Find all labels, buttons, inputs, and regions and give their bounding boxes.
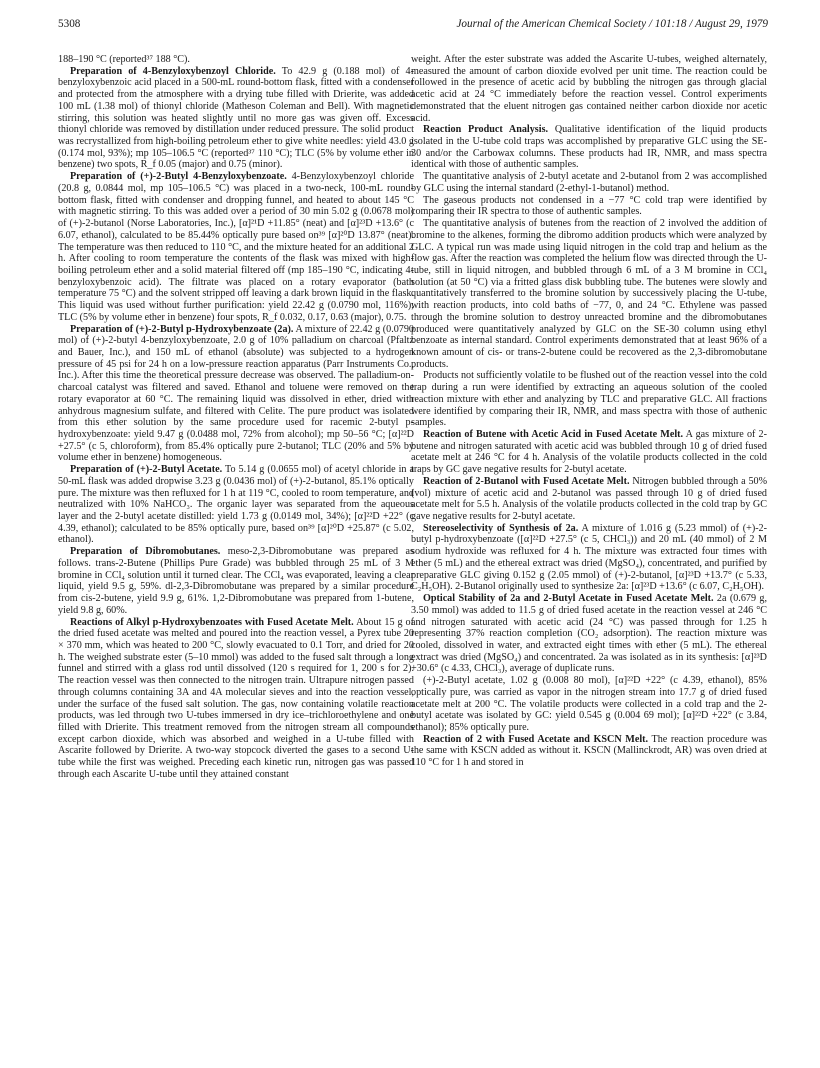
paragraph-text: The reaction procedure was the same with KSCN added as without it. KSCN (Mallinckrodt, AR) was oven dried at 110 °C for 1 h and stored in bbox=[411, 733, 767, 769]
section-heading: Reaction of 2-Butanol with Fused Acetate Melt. bbox=[423, 475, 630, 487]
paragraph-text: The quantitative analysis of 2-butyl acetate and 2-butanol from 2 was accomplished by GLC using the internal standard (2-ethyl-1-butanol) method. bbox=[411, 171, 767, 194]
paragraph-text: Nitrogen bubbled through a 50% (vol) mixture of acetic acid and 2-butanol was passed through 10 g of dried fused acetate melt for 5.5 h. Analysis of the volatile products collected in the cold trap by GC gave negative results for 2-butyl acetate. bbox=[411, 475, 767, 523]
section-heading: Preparation of Dibromobutanes. bbox=[70, 546, 221, 558]
paragraph-text: 188–190 °C (reported³⁷ 188 °C). bbox=[58, 54, 190, 65]
paragraph-text: A mixture of 1.016 g (5.23 mmol) of (+)-2-butyl p-hydroxybenzoate ([α]²²D +27.5° (c 5, CHCl₃)) and 20 mL (40 mmol) of 2 M sodium hydroxide was refluxed for 4 h. The mixture was extracted four times with ether (5 mL) and the ethereal extract was dried (MgSO₄), concentrated, and purified by preparative GLC giving 0.152 g (2.05 mmol) of (+)-2-butanol, [α]²³D +13.7° (c 5.33, C₂H₅OH). 2-Butanol originally used to synthesize 2a: [α]²³D +13.6° (c 6.07, C₂H₅OH). bbox=[411, 522, 767, 593]
section-heading: Reactions of Alkyl p-Hydroxybenzoates with Fused Acetate Melt. bbox=[70, 616, 354, 628]
paragraph bbox=[58, 171, 414, 323]
section-heading: Preparation of (+)-2-Butyl Acetate. bbox=[70, 464, 223, 476]
section-heading: Optical Stability of 2a and 2-Butyl Acetate in Fused Acetate Melt. bbox=[423, 593, 714, 605]
paragraph-text: A gas mixture of 2-butene and nitrogen saturated with acetic acid was bubbled through 10 g of dried fused acetate melt at 246 °C for 4 h. Analysis of the volatile products collected in the cold traps by GC gave negative results for 2-butyl acetate. bbox=[411, 429, 767, 476]
paragraph bbox=[411, 124, 767, 171]
paragraph-text: The gaseous products not condensed in a −77 °C cold trap were identified by comparing their IR spectra to those of authentic samples. bbox=[411, 194, 767, 218]
paragraph-text: To 42.9 g (0.188 mol) of 4-benzyloxybenzoic acid placed in a 500-mL round-bottom flask, fitted with a condenser and protected from the atmosphere with a drying tube filled with Drierite, was added 100 mL (1.38 mol) of thionyl chloride (Matheson Coleman and Bell). With magnetic stirring, this solution was heated slightly until no more gas was given off. Excess thionyl chloride was removed by distillation under reduced pressure. The solid product was recrystallized from high-boiling petroleum ether to give white needles: yield 43.0 g (0.174 mol, 93%); mp 105–106.5 °C (reported³⁷ 110 °C); TLC (5% by volume ether in benzene) two spots, R_f 0.05 (major) and 0.75 (minor). bbox=[58, 65, 414, 171]
section-heading: Preparation of (+)-2-Butyl p-Hydroxybenzoate (2a). bbox=[70, 323, 294, 335]
paragraph bbox=[58, 324, 414, 465]
paragraph bbox=[58, 54, 414, 66]
paragraph-text: Products not sufficiently volatile to be flushed out of the reaction vessel into the cold trap during a run were identified by extracting an aqueous solution of the cooled reaction mixture with ether and analyzing by TLC and preparative GLC. All fractions were identified by comparing their IR, NMR, and mass spectra with those of authenic samples. bbox=[411, 370, 767, 429]
left-column bbox=[58, 54, 414, 781]
paragraph bbox=[411, 195, 767, 218]
paragraph bbox=[411, 734, 767, 769]
paragraph bbox=[58, 464, 414, 546]
paragraph bbox=[411, 218, 767, 370]
paragraph bbox=[411, 593, 767, 675]
paragraph bbox=[411, 429, 767, 476]
paragraph bbox=[411, 675, 767, 734]
page-header bbox=[58, 18, 768, 36]
paragraph-text: 4-Benzyloxybenzoyl chloride (20.8 g, 0.0844 mol, mp 105–106.5 °C) was placed in a two-neck, 100-mL round-bottom flask, fitted with condenser and dropping funnel, and heated to about 145 °C with magnetic stirring. To this was added over a period of 30 min 5.02 g (0.0678 mol) of (+)-2-butanol (Norse Laboratories, Inc.), [α]²¹D +11.85° (neat) and [α]²³D +13.6° (c 6.07, ethanol), calculated to be 85.44% optically pure based on³⁹ [α]²⁰D 13.87° (neat). The temperature was then reduced to 110 °C, and the mixture heated for an additional 2 h. After cooling to room temperature the contents of the flask was mixed with high-boiling petroleum ether and a solid material filtered off (mp 185–190 °C, indicating 4-benzyloxybenzoic acid). The filtrate was placed on a rotary evaporator (bath temperature 75 °C) and the solvent stripped off leaving a dark brown liquid in the flask. This liquid was used without further purification: yield 22.42 g (0.0790 mol, 116%); TLC (5% by volume ether in benzene) four spots, R_f 0.032, 0.17, 0.63 (major), 0.75. bbox=[58, 171, 414, 323]
running-head: Journal of the American Chemical Society / 101:18 / August 29, 1979 bbox=[456, 18, 768, 30]
section-heading: Reaction of Butene with Acetic Acid in Fused Acetate Melt. bbox=[423, 429, 684, 440]
paragraph bbox=[411, 370, 767, 429]
section-heading: Preparation of 4-Benzyloxybenzoyl Chloride. bbox=[70, 65, 276, 77]
paragraph bbox=[411, 54, 767, 124]
section-heading: Stereoselectivity of Synthesis of 2a. bbox=[423, 522, 579, 534]
page-number: 5308 bbox=[58, 18, 81, 30]
paragraph-text: meso-2,3-Dibromobutane was prepared as follows. trans-2-Butene (Phillips Pure Grade) was bubbled through 25 mL of 3 M bromine in CCl₄ solution until it turned clear. The CCl₄ was evaporated, leaving a clear liquid, yield 9.5 g, 59%. dl-2,3-Dibromobutane was prepared by a similar procedure from cis-2-butene, yield 9.9 g, 61%. 1,2-Dibromobutane was prepared from 1-butene, yield 9.8 g, 60%. bbox=[58, 546, 414, 616]
paragraph-text: The quantitative analysis of butenes from the reaction of 2 involved the addition of bromine to the alkenes, forming the dibromo addition products which were analyzed by GLC. A typical run was made using liquid nitrogen in the cold trap and helium as the flow gas. After the reaction was completed the helium flow was directed through the U-tube, still in liquid nitrogen, and bubbled through 6 mL of a 3 M bromine in CCl₄ solution (at 50 °C) via a fritted glass disk bubbling tube. The butenes were slowly and quantitatively transferred to the bromine solution by successively placing the U-tube, with reaction products, into cold baths of −77, 0, and 24 °C. Ethylene was passed through the bromine solution to destroy unreacted bromine and the dibromobutanes produced were quantitatively analyzed by GLC on the SE-30 column using ethyl benzoate as internal standard. Control experiments demonstrated that at least 96% of a known amount of cis- or trans-2-butene could be recovered as the 2,3-dibromobutane products. bbox=[411, 218, 767, 370]
paragraph bbox=[58, 66, 414, 171]
paragraph bbox=[411, 171, 767, 194]
paragraph bbox=[58, 546, 414, 616]
paragraph bbox=[411, 523, 767, 593]
section-heading: Reaction Product Analysis. bbox=[423, 124, 549, 136]
paragraph-text: weight. After the ester substrate was added the Ascarite U-tubes, weighed alternately, measured the amount of carbon dioxide evolved per unit time. The reaction could be followed in the presence of acetic acid by bubbling the nitrogen gas through glacial acetic acid at 24 °C immediately before the reaction vessel. Control experiments demonstrated that the eluent nitrogen gas contained neither carbon dioxide nor acetic acid. bbox=[411, 54, 767, 124]
paragraph-text: (+)-2-Butyl acetate, 1.02 g (0.008 80 mol), [α]²²D +22° (c 4.39, ethanol), 85% optically pure, was carried as vapor in the nitrogen stream into 17.7 g of dried fused acetate melt at 200 °C. The volatile products were collected in a cold trap and the 2-butyl acetate was isolated by GC: yield 0.545 g (0.004 69 mol); [α]²²D +22° (c 3.84, ethanol); 85% optically pure. bbox=[411, 675, 767, 733]
paragraph-text: 2a (0.679 g, 3.50 mmol) was added to 11.5 g of dried fused acetate in the reaction vessel at 246 °C and nitrogen saturated with acetic acid (24 °C) was passed through for 1.25 h representing 37% reaction completion (CO₂ adsorption). The reaction mixture was cooled, dissolved in water, and extracted eight times with ether (5 mL). The ethereal extract was dried (MgSO₄) and concentrated. 2a was isolated as in its synthesis: [α]²³D +30.6° (c 4.33, CHCl₃), average of duplicate runs. bbox=[411, 593, 767, 675]
paragraph-text: About 15 g of the dried fused acetate was melted and poured into the reaction vessel, a Pyrex tube 20 × 370 mm, which was heated to 200 °C, slowly evacuated to 0.1 Torr, and dried for 20 h. The weighed substrate ester (5–10 mmol) was added to the fused salt through a long funnel and stirred with a glass rod until dissolved (120 s required for 1, 200 s for 2). The reaction vessel was then connected to the nitrogen train. Ultrapure nitrogen passed through columns containing 3A and 4A molecular sieves and into the reaction vessel, under the surface of the fused salt solution. The gas, now containing volatile reaction products, was led through two U-tubes immersed in dry ice–trichloroethylene and one filled with Drierite. This treatment removed from the nitrogen stream all compounds except carbon dioxide, which was absorbed and weighed in a U-tube filled with Ascarite followed by Drierite. A two-way stopcock diverted the gases to a second U-tube while the first was weighed. Preceding each kinetic run, nitrogen gas was passed through each Ascarite U-tube until they attained constant bbox=[58, 616, 414, 780]
paragraph-text: A mixture of 22.42 g (0.0790 mol) of (+)-2-butyl 4-benzyloxybenzoate, 2.0 g of 10% palladium on charcoal (Pfaltz and Bauer, Inc.), and 150 mL of ethanol (absolute) was subjected to a hydrogen pressure of 45 psi for 24 h on a low-pressure reaction apparatus (Parr Instruments Co., Inc.). After this time the theoretical pressure decrease was observed. The palladium-on-charcoal catalyst was filtered and saved. Ethanol and toluene were removed on the rotary evaporator at 60 °C. The remaining liquid was dissolved in ether, dried with anhydrous magnesium sulfate, and filtered with Celite. The pure product was isolated from this ether solution by the same procedure used for racemic 2-butyl p-hydroxybenzoate: yield 9.47 g (0.0488 mol, 72% from alcohol); mp 50–56 °C; [α]²²D +27.5° (c 5, chloroform), from 85.4% optically pure 2-butanol; TLC (20% and 5% by volume ether in benzene) homogeneous. bbox=[58, 323, 414, 464]
section-heading: Preparation of (+)-2-Butyl 4-Benzyloxybenzoate. bbox=[70, 171, 287, 183]
paragraph-text: Qualitative identification of the liquid products isolated in the U-tube cold traps was accomplished by preparative GLC using the SE-30 and/or the Carbowax columns. These products had IR, NMR, and mass spectra identical with those of authentic samples. bbox=[411, 124, 767, 171]
right-column bbox=[411, 54, 767, 769]
section-heading: Reaction of 2 with Fused Acetate and KSCN Melt. bbox=[423, 733, 649, 745]
paragraph bbox=[411, 476, 767, 523]
paragraph-text: To 5.14 g (0.0655 mol) of acetyl chloride in a 50-mL flask was added dropwise 3.23 g (0.0436 mol) of (+)-2-butanol, 85.1% optically pure. The mixture was then refluxed for 1 h at 119 °C, cooled to room temperature, and neutralized with 10% NaHCO₃. The organic layer was separated from the aqueous layer and the 2-butyl acetate distilled: yield 1.73 g (0.0149 mol, 34%); [α]²²D +22° (c 4.39, ethanol); calculated to be 85% optically pure, based on³⁹ [α]²⁰D +25.87° (c 5.02, ethanol). bbox=[58, 464, 415, 546]
paragraph bbox=[58, 617, 414, 781]
